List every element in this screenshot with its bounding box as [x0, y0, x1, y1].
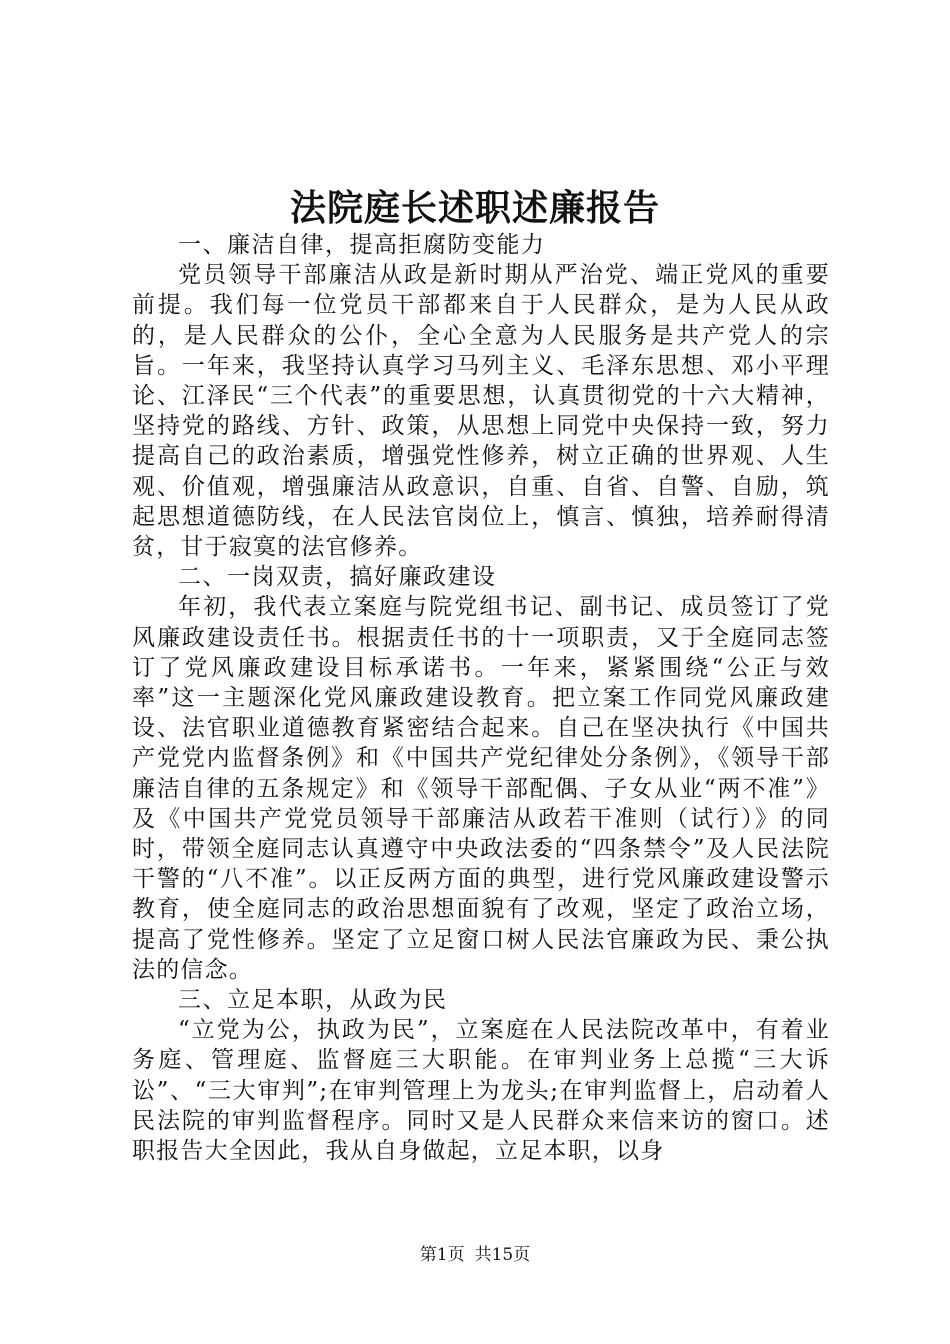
section-heading-1: 一、廉洁自律，提高拒腐防变能力 [178, 232, 546, 258]
body-paragraph-2: 年初，我代表立案庭与院党组书记、副书记、成员签订了党风廉政建设责任书。根据责任书的十一项职责，又于全庭同志签订了党风廉政建设目标承诺书。一年来，紧紧围绕“公正与效率”这一主题深化党风廉政建设教育。把立案工作同党风廉政建设、法官职业道德教育紧密结合起来。自己在坚决执行《中国共产党党内监督条例》和《中国共产党纪律处分条例》，《领导干部廉洁自律的五条规定》和《领导干部配偶、子女从业“两不准”》及《中国共产党党员领导干部廉洁从政若干准则（试行）》的同时，带领全庭同志认真遵守中央政法委的“四条禁令”及人民法院干警的“八不准”。以正反两方面的典型，进行党风廉政建设警示教育，使全庭同志的政治思想面貌有了改观，坚定了政治立场，提高了党性修养。坚定了立足窗口树人民法官廉政为民、秉公执法的信念。 [132, 594, 830, 983]
document-title: 法院庭长述职述廉报告 [289, 187, 660, 229]
section-heading-2: 二、一岗双责，搞好廉政建设 [178, 564, 497, 591]
page-footer [0, 1244, 950, 1266]
page-total: 共15页 [474, 1245, 531, 1265]
document-body [132, 230, 830, 1166]
section-heading-3: 三、立足本职，从政为民 [178, 987, 448, 1014]
body-paragraph-3: “立党为公，执政为民”，立案庭在人民法院改革中，有着业务庭、管理庭、监督庭三大职能。在审判业务上总揽“三大诉讼”、“三大审判”;在审判管理上为龙头;在审判监督上，启动着人民法院的审判监督程序。同时又是人民群众来信来访的窗口。述职报告大全因此，我从自身做起，立足本职，以身 [132, 1017, 830, 1165]
page-number: 第1页 [419, 1245, 465, 1265]
body-paragraph-1: 党员领导干部廉洁从政是新时期从严治党、端正党风的重要前提。我们每一位党员干部都来自于人民群众，是为人民从政的，是人民群众的公仆，全心全意为人民服务是共产党人的宗旨。一年来，我坚持认真学习马列主义、毛泽东思想、邓小平理论、江泽民“三个代表”的重要思想，认真贯彻党的十六大精神，坚持党的路线、方针、政策，从思想上同党中央保持一致，努力提高自己的政治素质，增强党性修养，树立正确的世界观、人生观、价值观，增强廉洁从政意识，自重、自省、自警、自励，筑起思想道德防线，在人民法官岗位上，慎言、慎独，培养耐得清贫，甘于寂寞的法官修养。 [132, 262, 830, 561]
